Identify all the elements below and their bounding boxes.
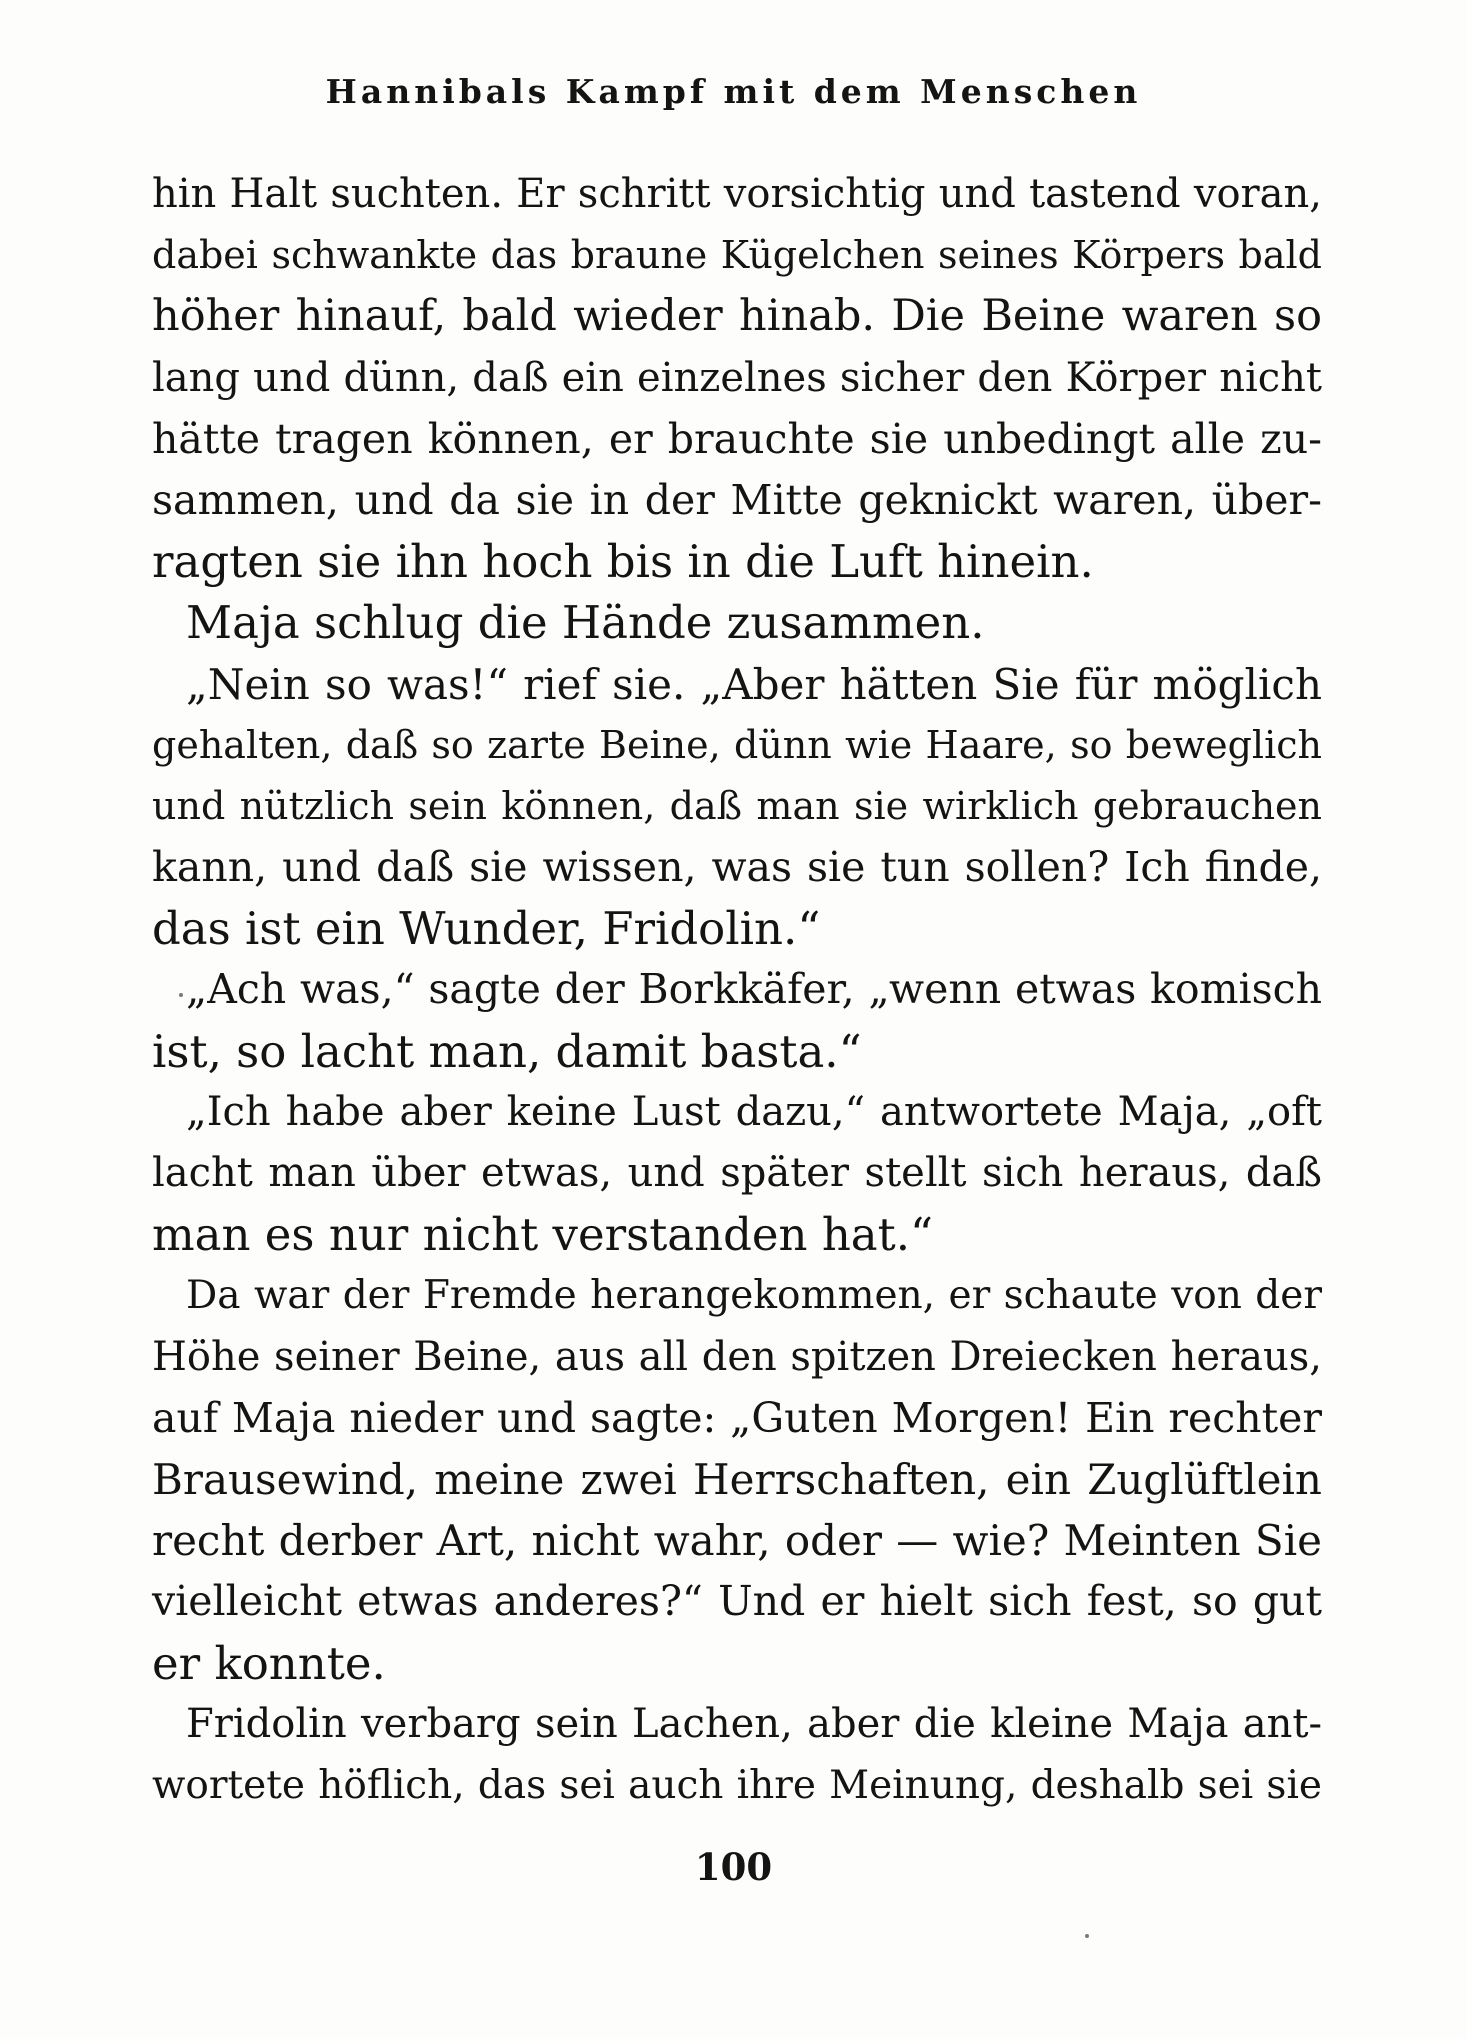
print-speck (179, 993, 183, 997)
print-speck (1085, 1934, 1089, 1938)
running-head: Hannibals Kampf mit dem Menschen (325, 72, 1142, 111)
text-line: kann, und daß sie wissen, was sie tun sollen? Ich finde, (152, 843, 1322, 892)
text-line: ragten sie ihn hoch bis in die Luft hinein. (152, 535, 1094, 589)
text-line: dabei schwankte das braune Kügelchen seines Körpers bald (152, 233, 1322, 278)
text-line: recht derber Art, nicht wahr, oder — wie? Meinten Sie (152, 1516, 1322, 1566)
text-line: Brausewind, meine zwei Herrschaften, ein Zuglüftlein (152, 1454, 1322, 1504)
text-line: lacht man über etwas, und später stellt sich heraus, daß (152, 1150, 1322, 1196)
text-line: hätte tragen können, er brauchte sie unbedingt alle zu- (152, 414, 1322, 463)
text-line: Höhe seiner Beine, aus all den spitzen Dreiecken heraus, (152, 1333, 1322, 1380)
text-line: Maja schlug die Hände zusammen. (186, 596, 985, 650)
text-line: man es nur nicht verstanden hat.“ (152, 1208, 934, 1262)
text-line: gehalten, daß so zarte Beine, dünn wie Haare, so beweglich (152, 722, 1322, 767)
body-text (152, 164, 1322, 1816)
text-line: Fridolin verbarg sein Lachen, aber die kleine Maja ant- (186, 1700, 1322, 1747)
page-number: 100 (694, 1845, 773, 1889)
text-line: wortete höflich, das sei auch ihre Meinung, deshalb sei sie (152, 1762, 1322, 1808)
text-line: auf Maja nieder und sagte: „Guten Morgen! Ein rechter (152, 1393, 1322, 1442)
text-line: „Ach was,“ sagte der Borkkäfer, „wenn etwas komisch (186, 965, 1322, 1014)
text-line: sammen, und da sie in der Mitte geknickt waren, über- (152, 475, 1322, 524)
text-line: höher hinauf, bald wieder hinab. Die Beine waren so (152, 291, 1322, 342)
text-line: das ist ein Wunder, Fridolin.“ (152, 902, 821, 956)
text-line: „Ich habe aber keine Lust dazu,“ antwortete Maja, „oft (186, 1088, 1322, 1135)
text-line: vielleicht etwas anderes?“ Und er hielt sich fest, so gut (152, 1577, 1322, 1626)
text-line: „Nein so was!“ rief sie. „Aber hätten Sie für möglich (186, 659, 1322, 709)
text-line: ist, so lacht man, damit basta.“ (152, 1024, 862, 1078)
text-line: lang und dünn, daß ein einzelnes sicher den Körper nicht (152, 354, 1322, 401)
text-line: und nützlich sein können, daß man sie wirklich gebrauchen (152, 783, 1322, 828)
text-line: er konnte. (152, 1636, 386, 1690)
text-line: Da war der Fremde herangekommen, er schaute von der (186, 1273, 1322, 1319)
text-line: hin Halt suchten. Er schritt vorsichtig und tastend voran, (152, 171, 1322, 217)
